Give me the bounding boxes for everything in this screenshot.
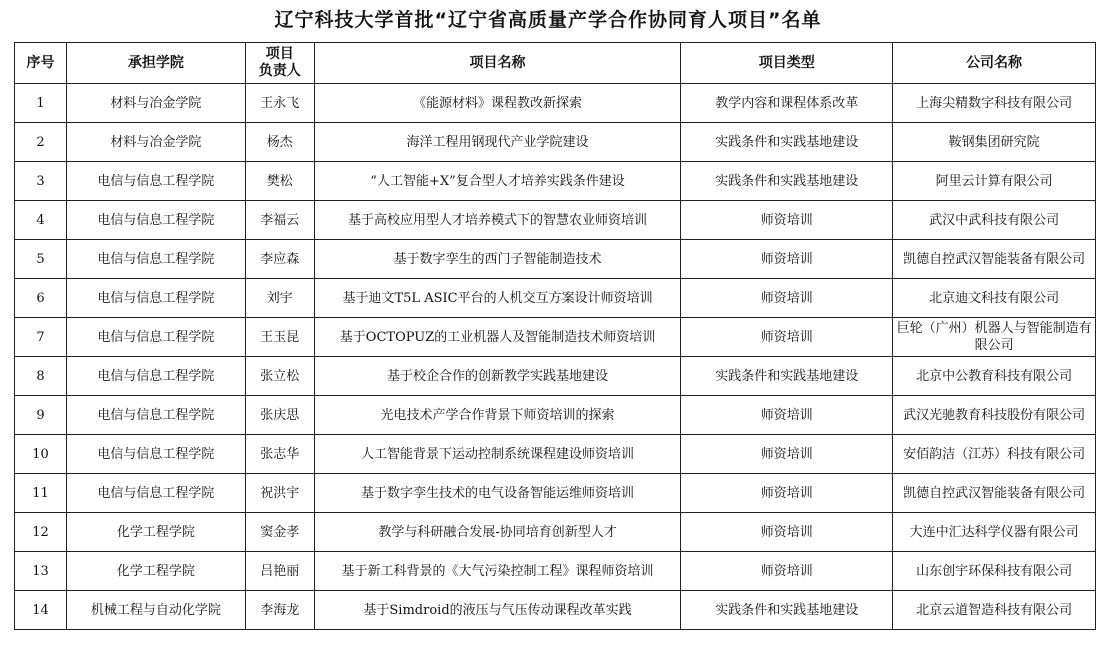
cell-project-name: 基于数字孪生的西门子智能制造技术 xyxy=(314,240,681,279)
cell-project-name: 基于Simdroid的液压与气压传动课程改革实践 xyxy=(314,591,681,630)
cell-college: 材料与冶金学院 xyxy=(66,123,245,162)
cell-project-leader: 张庆思 xyxy=(245,396,314,435)
cell-college: 电信与信息工程学院 xyxy=(66,240,245,279)
cell-project-type: 实践条件和实践基地建设 xyxy=(681,123,893,162)
cell-project-leader: 杨杰 xyxy=(245,123,314,162)
cell-serial-number: 5 xyxy=(15,240,67,279)
table-header-row xyxy=(15,43,1096,84)
cell-project-type: 师资培训 xyxy=(681,435,893,474)
cell-college: 机械工程与自动化学院 xyxy=(66,591,245,630)
cell-project-name: 基于新工科背景的《大气污染控制工程》课程师资培训 xyxy=(314,552,681,591)
cell-college: 电信与信息工程学院 xyxy=(66,435,245,474)
cell-company-name: 安佰韵洁（江苏）科技有限公司 xyxy=(893,435,1096,474)
cell-project-type: 教学内容和课程体系改革 xyxy=(681,84,893,123)
table-row xyxy=(15,513,1096,552)
cell-college: 材料与冶金学院 xyxy=(66,84,245,123)
cell-project-leader: 张立松 xyxy=(245,357,314,396)
cell-project-type: 师资培训 xyxy=(681,513,893,552)
cell-serial-number: 4 xyxy=(15,201,67,240)
cell-serial-number: 8 xyxy=(15,357,67,396)
cell-serial-number: 14 xyxy=(15,591,67,630)
cell-college: 电信与信息工程学院 xyxy=(66,396,245,435)
table-row xyxy=(15,162,1096,201)
cell-project-type: 实践条件和实践基地建设 xyxy=(681,162,893,201)
cell-project-type: 实践条件和实践基地建设 xyxy=(681,357,893,396)
cell-company-name: 阿里云计算有限公司 xyxy=(893,162,1096,201)
header-company-name: 公司名称 xyxy=(893,43,1096,84)
cell-project-name: 基于迪文T5L ASIC平台的人机交互方案设计师资培训 xyxy=(314,279,681,318)
cell-project-type: 师资培训 xyxy=(681,201,893,240)
cell-project-type: 师资培训 xyxy=(681,240,893,279)
table-row xyxy=(15,552,1096,591)
cell-college: 电信与信息工程学院 xyxy=(66,201,245,240)
header-project-type: 项目类型 xyxy=(681,43,893,84)
cell-serial-number: 10 xyxy=(15,435,67,474)
cell-project-leader: 王永飞 xyxy=(245,84,314,123)
table-row xyxy=(15,474,1096,513)
cell-college: 电信与信息工程学院 xyxy=(66,357,245,396)
cell-company-name: 巨轮（广州）机器人与智能制造有限公司 xyxy=(893,318,1096,357)
cell-college: 电信与信息工程学院 xyxy=(66,474,245,513)
cell-project-name: 基于校企合作的创新教学实践基地建设 xyxy=(314,357,681,396)
table-row xyxy=(15,435,1096,474)
cell-college: 电信与信息工程学院 xyxy=(66,279,245,318)
header-college: 承担学院 xyxy=(66,43,245,84)
cell-project-type: 实践条件和实践基地建设 xyxy=(681,591,893,630)
table-row xyxy=(15,123,1096,162)
cell-company-name: 武汉光驰教育科技股份有限公司 xyxy=(893,396,1096,435)
cell-serial-number: 2 xyxy=(15,123,67,162)
table-row xyxy=(15,240,1096,279)
cell-project-name: 光电技术产学合作背景下师资培训的探索 xyxy=(314,396,681,435)
cell-company-name: 凯德自控武汉智能装备有限公司 xyxy=(893,240,1096,279)
cell-college: 电信与信息工程学院 xyxy=(66,162,245,201)
cell-project-leader: 李福云 xyxy=(245,201,314,240)
cell-project-name: 基于数字孪生技术的电气设备智能运维师资培训 xyxy=(314,474,681,513)
table-row xyxy=(15,318,1096,357)
cell-serial-number: 6 xyxy=(15,279,67,318)
table-row xyxy=(15,201,1096,240)
cell-project-name: 教学与科研融合发展-协同培育创新型人才 xyxy=(314,513,681,552)
cell-project-leader: 李应森 xyxy=(245,240,314,279)
cell-project-type: 师资培训 xyxy=(681,474,893,513)
header-leader-line2: 负责人 xyxy=(258,63,301,79)
cell-college: 化学工程学院 xyxy=(66,513,245,552)
cell-project-leader: 李海龙 xyxy=(245,591,314,630)
cell-project-type: 师资培训 xyxy=(681,279,893,318)
cell-project-name: 《能源材料》课程教改新探索 xyxy=(314,84,681,123)
cell-company-name: 武汉中武科技有限公司 xyxy=(893,201,1096,240)
cell-project-leader: 张志华 xyxy=(245,435,314,474)
cell-project-name: 基于OCTOPUZ的工业机器人及智能制造技术师资培训 xyxy=(314,318,681,357)
cell-project-leader: 樊松 xyxy=(245,162,314,201)
cell-company-name: 北京迪文科技有限公司 xyxy=(893,279,1096,318)
cell-project-name: “人工智能+X”复合型人才培养实践条件建设 xyxy=(314,162,681,201)
cell-project-leader: 窦金孝 xyxy=(245,513,314,552)
project-table xyxy=(14,42,1096,630)
cell-project-leader: 王玉昆 xyxy=(245,318,314,357)
header-project-leader xyxy=(245,43,314,84)
cell-project-name: 人工智能背景下运动控制系统课程建设师资培训 xyxy=(314,435,681,474)
cell-company-name: 山东创宇环保科技有限公司 xyxy=(893,552,1096,591)
header-leader-line1: 项目 xyxy=(265,46,294,62)
cell-project-leader: 吕艳丽 xyxy=(245,552,314,591)
header-serial-number: 序号 xyxy=(15,43,67,84)
table-row xyxy=(15,357,1096,396)
cell-serial-number: 1 xyxy=(15,84,67,123)
header-project-name: 项目名称 xyxy=(314,43,681,84)
cell-project-leader: 刘宇 xyxy=(245,279,314,318)
cell-company-name: 北京云道智造科技有限公司 xyxy=(893,591,1096,630)
cell-project-type: 师资培训 xyxy=(681,552,893,591)
cell-serial-number: 13 xyxy=(15,552,67,591)
table-row xyxy=(15,396,1096,435)
table-row xyxy=(15,279,1096,318)
cell-project-type: 师资培训 xyxy=(681,396,893,435)
cell-company-name: 凯德自控武汉智能装备有限公司 xyxy=(893,474,1096,513)
cell-college: 电信与信息工程学院 xyxy=(66,318,245,357)
cell-project-name: 海洋工程用钢现代产业学院建设 xyxy=(314,123,681,162)
cell-college: 化学工程学院 xyxy=(66,552,245,591)
cell-serial-number: 11 xyxy=(15,474,67,513)
cell-company-name: 大连中汇达科学仪器有限公司 xyxy=(893,513,1096,552)
document-title: 辽宁科技大学首批“辽宁省高质量产学合作协同育人项目”名单 xyxy=(274,9,822,31)
cell-project-name: 基于高校应用型人才培养模式下的智慧农业师资培训 xyxy=(314,201,681,240)
cell-serial-number: 7 xyxy=(15,318,67,357)
cell-company-name: 北京中公教育科技有限公司 xyxy=(893,357,1096,396)
cell-serial-number: 12 xyxy=(15,513,67,552)
table-row xyxy=(15,591,1096,630)
cell-project-type: 师资培训 xyxy=(681,318,893,357)
cell-serial-number: 9 xyxy=(15,396,67,435)
cell-serial-number: 3 xyxy=(15,162,67,201)
table-row xyxy=(15,84,1096,123)
cell-project-leader: 祝洪宇 xyxy=(245,474,314,513)
cell-company-name: 鞍钢集团研究院 xyxy=(893,123,1096,162)
cell-company-name: 上海尖精数字科技有限公司 xyxy=(893,84,1096,123)
